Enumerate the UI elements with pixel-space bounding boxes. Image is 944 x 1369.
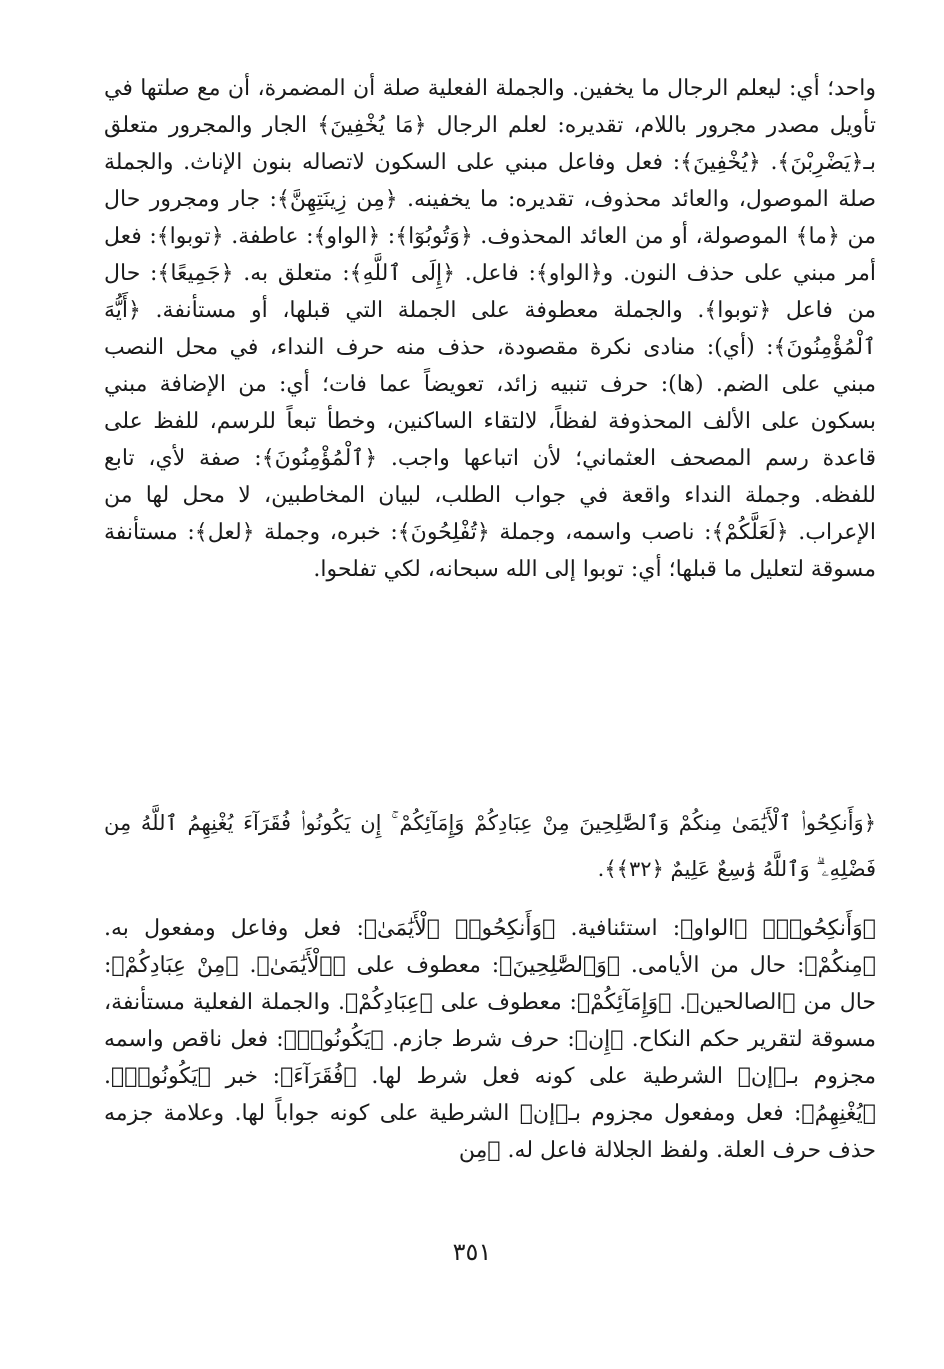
page-number: ٣٥١ (452, 1238, 492, 1266)
verse-text: ﴿وَأَنكِحُوا۟ ٱلْأَيَٰمَىٰ مِنكُمْ وَٱلصَّٰلِحِينَ مِنْ عِبَادِكُمْ وَإِمَآئِكُمْ ۚ إِن يَكُونُوا۟ فُقَرَآءَ يُغْنِهِمُ ٱللَّهُ مِن فَضْلِهِۦ ۗ وَٱللَّهُ وَٰسِعٌ عَلِيمٌ ﴿٣٢﴾﴾. (104, 811, 876, 881)
commentary-paragraph (104, 70, 876, 588)
paragraph-text: ﴿وَأَنكِحُوا۟﴾ ﴿الواو﴾: استئنافية. ﴿وَأَنكِحُوا۟ ٱلْأَيَٰمَىٰ﴾: فعل وفاعل ومفعول به. ﴿مِنكُمْ﴾: حال من الأيامى. ﴿وَٱلصَّٰلِحِينَ﴾: معطوف على ﴿ٱلْأَيَٰمَىٰ﴾. ﴿مِنْ عِبَادِكُمْ﴾: حال من ﴿الصالحين﴾. ﴿وَإِمَآئِكُمْ﴾: معطوف على ﴿عِبَادِكُمْ﴾. والجملة الفعلية مستأنفة، مسوقة لتقرير حكم النكاح. ﴿إِن﴾: حرف شرط جازم. ﴿يَكُونُوا۟﴾: فعل ناقص واسمه مجزوم بـ﴿إن﴾ الشرطية على كونه فعل شرط لها. ﴿فُقَرَآءَ﴾: خبر ﴿يَكُونُوا۟﴾. ﴿يُغْنِهِمُ﴾: فعل ومفعول مجزوم بـ﴿إن﴾ الشرطية على كونه جواباً لها. وعلامة جزمه حذف حرف العلة. ولفظ الجلالة فاعل له. ﴿مِن (104, 916, 876, 1163)
grammatical-analysis-paragraph (104, 910, 876, 1169)
quran-verse (104, 800, 876, 892)
paragraph-text: واحد؛ أي: ليعلم الرجال ما يخفين. والجملة الفعلية صلة أن المضمرة، أن مع صلتها في تأويل مصدر مجرور باللام، تقديره: لعلم الرجال ﴿مَا يُخْفِينَ﴾ الجار والمجرور متعلق بـ﴿يَضْرِبْنَ﴾. ﴿يُخْفِينَ﴾: فعل وفاعل مبني على السكون لاتصاله بنون الإناث. والجملة صلة الموصول، والعائد محذوف، تقديره: ما يخفينه. ﴿مِن زِينَتِهِنَّ﴾: جار ومجرور حال من ﴿ما﴾ الموصولة، أو من العائد المحذوف. ﴿وَتُوبُوٓا﴾: ﴿الواو﴾: عاطفة. ﴿توبوا﴾: فعل أمر مبني على حذف النون. و﴿الواو﴾: فاعل. ﴿إِلَى ٱللَّهِ﴾: متعلق به. ﴿جَمِيعًا﴾: حال من فاعل ﴿توبوا﴾. والجملة معطوفة على الجملة التي قبلها، أو مستأنفة. ﴿أَيُّهَ ٱلْمُؤْمِنُونَ﴾: (أي): منادى نكرة مقصودة، حذف منه حرف النداء، في محل النصب مبني على الضم. (ها): حرف تنبيه زائد، تعويضاً عما فات؛ أي: من الإضافة مبني بسكون على الألف المحذوفة لفظاً، لالتقاء الساكنين، وخطأ تبعاً للرسم، للفظ على قاعدة رسم المصحف العثماني؛ لأن اتباعها واجب. ﴿ٱلْمُؤْمِنُونَ﴾: صفة لأي، تابع للفظه. وجملة النداء واقعة في جواب الطلب، لبيان المخاطبين، لا محل لها من الإعراب. ﴿لَعَلَّكُمْ﴾: ناصب واسمه، وجملة ﴿تُفْلِحُونَ﴾: خبره، وجملة ﴿لعل﴾: مستأنفة مسوقة لتعليل ما قبلها؛ أي: توبوا إلى الله سبحانه، لكي تفلحوا. (104, 76, 876, 582)
